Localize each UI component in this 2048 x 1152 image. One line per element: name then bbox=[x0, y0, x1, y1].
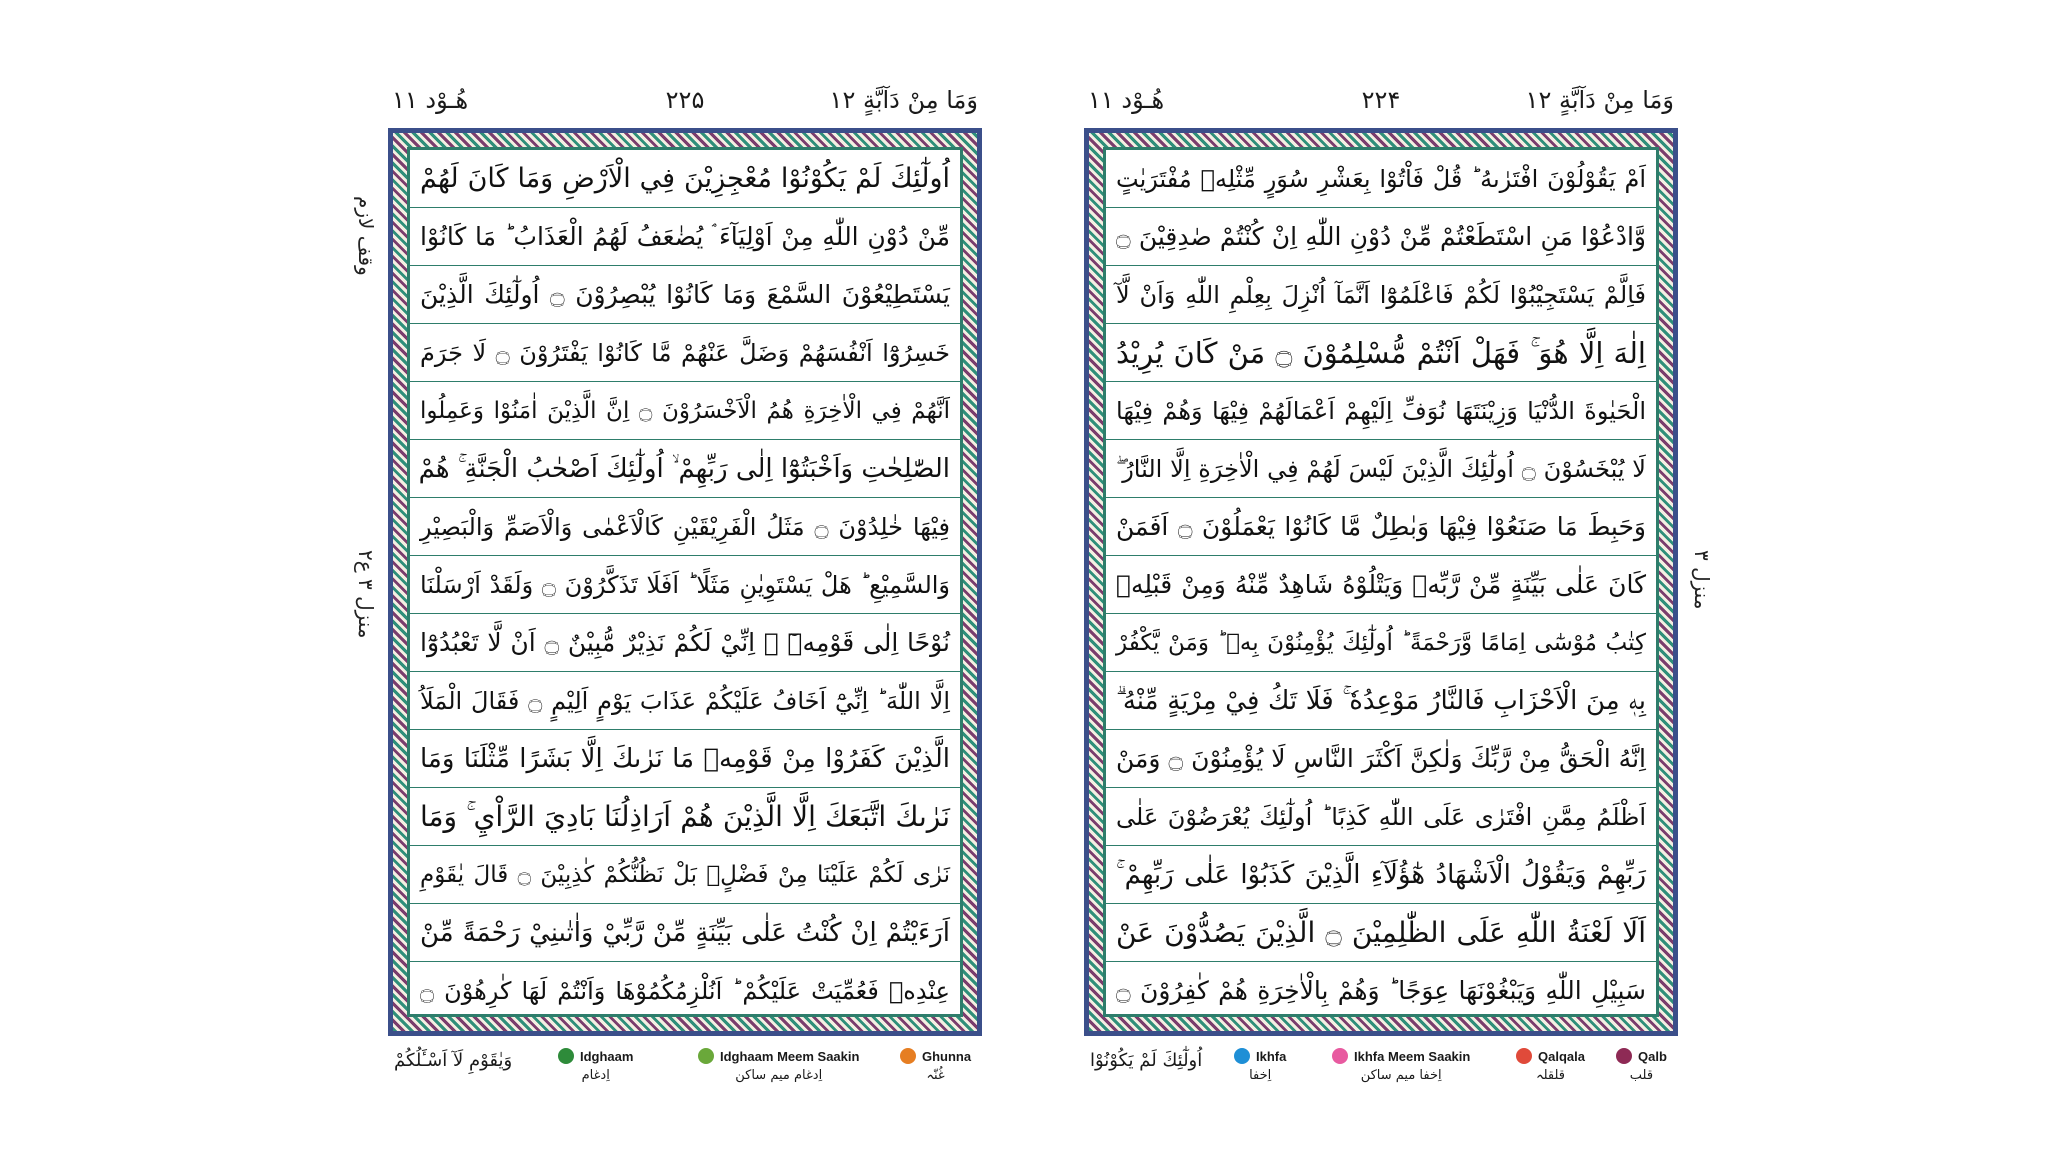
text-line: وَالسَّمِيْعِ ؕ هَلْ يَسْتَوِيٰنِ مَثَلًا ؕ اَفَلَا تَذَكَّرُوْنَ ۝ وَلَقَدْ اَرْسَلْنَا bbox=[410, 556, 960, 614]
text-line: اَرَءَيْتُمْ اِنْ كُنْتُ عَلٰى بَيِّنَةٍ مِّنْ رَّبِّيْ وَاٰتٰىنِيْ رَحْمَةً مِّنْ bbox=[410, 904, 960, 962]
text-line: اِلٰهَ اِلَّا هُوَ ۚ فَهَلْ اَنْتُمْ مُّسْلِمُوْنَ ۝ مَنْ كَانَ يُرِيْدُ bbox=[1106, 324, 1656, 382]
text-line: اَلَا لَعْنَةُ اللّٰهِ عَلَى الظّٰلِمِيْنَ ۝ الَّذِيْنَ يَصُدُّوْنَ عَنْ bbox=[1106, 904, 1656, 962]
page-number: ۲۲۴ bbox=[1361, 86, 1401, 114]
text-area bbox=[1103, 147, 1659, 1017]
color-dot-icon bbox=[1516, 1048, 1532, 1064]
text-line: رَبِّهِمْ وَيَقُوْلُ الْاَشْهَادُ هٰٓؤُلَآءِ الَّذِيْنَ كَذَبُوْا عَلٰى رَبِّهِمْ ۚ bbox=[1106, 846, 1656, 904]
tajweed-legend bbox=[388, 1048, 982, 1108]
text-line: اَمْ يَقُوْلُوْنَ افْتَرٰىهُ ؕ قُلْ فَاْتُوْا بِعَشْرِ سُوَرٍ مِّثْلِهٖ مُفْتَرَيٰتٍ bbox=[1106, 150, 1656, 208]
text-line: الصّٰلِحٰتِ وَاَخْبَتُوْٓا اِلٰى رَبِّهِمْ ۙ اُولٰٓئِكَ اَصْحٰبُ الْجَنَّةِ ۚ هُمْ bbox=[410, 440, 960, 498]
text-line: نَرٰىكَ اتَّبَعَكَ اِلَّا الَّذِيْنَ هُمْ اَرَاذِلُنَا بَادِيَ الرَّاْيِ ۚ وَمَا bbox=[410, 788, 960, 846]
tajweed-legend bbox=[1084, 1048, 1678, 1108]
quran-page-left bbox=[354, 80, 982, 1083]
quran-page-right bbox=[1084, 80, 1714, 1083]
surah-name: هُـوْد ۱۱ bbox=[392, 86, 469, 114]
text-line: بِهٖ مِنَ الْاَحْزَابِ فَالنَّارُ مَوْعِدُهٗ ۚ فَلَا تَكُ فِيْ مِرْيَةٍ مِّنْهُ ۗ bbox=[1106, 672, 1656, 730]
color-dot-icon bbox=[1332, 1048, 1348, 1064]
legend-ikhfa-meem-saakin: Ikhfa Meem Saakin اِخفا میم ساکن bbox=[1332, 1048, 1470, 1083]
color-dot-icon bbox=[1234, 1048, 1250, 1064]
text-line: نَرٰى لَكُمْ عَلَيْنَا مِنْ فَضْلٍۭ بَلْ نَظُنُّكُمْ كٰذِبِيْنَ ۝ قَالَ يٰقَوْمِ bbox=[410, 846, 960, 904]
legend-ikhfa: Ikhfa اِخفا bbox=[1234, 1048, 1286, 1083]
text-line: نُوْحًا اِلٰى قَوْمِهٖٓ ۡ اِنِّيْ لَكُمْ نَذِيْرٌ مُّبِيْنٌ ۝ اَنْ لَّا تَعْبُدُوْٓا bbox=[410, 614, 960, 672]
text-line: خَسِرُوْٓا اَنْفُسَهُمْ وَضَلَّ عَنْهُمْ مَّا كَانُوْا يَفْتَرُوْنَ ۝ لَا جَرَمَ bbox=[410, 324, 960, 382]
text-line: اِنَّهُ الْحَقُّ مِنْ رَّبِّكَ وَلٰكِنَّ اَكْثَرَ النَّاسِ لَا يُؤْمِنُوْنَ ۝ وَمَنْ bbox=[1106, 730, 1656, 788]
legend-qalb: Qalb قلب bbox=[1616, 1048, 1667, 1083]
margin-note-manzil: منزل ۳ ع۲ bbox=[354, 550, 378, 639]
text-line: فِيْهَا خٰلِدُوْنَ ۝ مَثَلُ الْفَرِيْقَيْنِ كَالْاَعْمٰى وَالْاَصَمِّ وَالْبَصِيْرِ bbox=[410, 498, 960, 556]
text-line: اَنَّهُمْ فِي الْاٰخِرَةِ هُمُ الْاَخْسَرُوْنَ ۝ اِنَّ الَّذِيْنَ اٰمَنُوْا وَعَمِلُوا bbox=[410, 382, 960, 440]
text-line: كِتٰبُ مُوْسٰٓى اِمَامًا وَّرَحْمَةً ؕ اُولٰٓئِكَ يُؤْمِنُوْنَ بِهٖ ؕ وَمَنْ يَّكْفُرْ bbox=[1106, 614, 1656, 672]
juz-name: وَمَا مِنْ دَآبَّةٍ ۱۲ bbox=[829, 86, 978, 114]
juz-name: وَمَا مِنْ دَآبَّةٍ ۱۲ bbox=[1525, 86, 1674, 114]
legend-qalqala: Qalqala قلقلہ bbox=[1516, 1048, 1585, 1083]
text-line: الْحَيٰوةَ الدُّنْيَا وَزِيْنَتَهَا نُوَفِّ اِلَيْهِمْ اَعْمَالَهُمْ فِيْهَا وَهُمْ فِيْهَا bbox=[1106, 382, 1656, 440]
margin-note-waqf: وقف لازم bbox=[354, 196, 378, 276]
surah-name: هُـوْد ۱۱ bbox=[1088, 86, 1165, 114]
text-line: اُولٰٓئِكَ لَمْ يَكُوْنُوْا مُعْجِزِيْنَ فِي الْاَرْضِ وَمَا كَانَ لَهُمْ bbox=[410, 150, 960, 208]
legend-idghaam: Idghaam اِدغام bbox=[558, 1048, 633, 1083]
text-area bbox=[407, 147, 963, 1017]
text-line: اَظْلَمُ مِمَّنِ افْتَرٰى عَلَى اللّٰهِ كَذِبًا ؕ اُولٰٓئِكَ يُعْرَضُوْنَ عَلٰى bbox=[1106, 788, 1656, 846]
text-line: اِلَّا اللّٰهَ ؕ اِنِّيْٓ اَخَافُ عَلَيْكُمْ عَذَابَ يَوْمٍ اَلِيْمٍ ۝ فَقَالَ الْمَلَاُ bbox=[410, 672, 960, 730]
color-dot-icon bbox=[900, 1048, 916, 1064]
page-header bbox=[1084, 80, 1678, 122]
text-line: وَّادْعُوْا مَنِ اسْتَطَعْتُمْ مِّنْ دُوْنِ اللّٰهِ اِنْ كُنْتُمْ صٰدِقِيْنَ ۝ bbox=[1106, 208, 1656, 266]
catchword: اُولٰٓئِكَ لَمْ يَكُوْنُوْا bbox=[1090, 1050, 1203, 1071]
text-line: الَّذِيْنَ كَفَرُوْا مِنْ قَوْمِهٖ مَا نَرٰىكَ اِلَّا بَشَرًا مِّثْلَنَا وَمَا bbox=[410, 730, 960, 788]
text-line: سَبِيْلِ اللّٰهِ وَيَبْغُوْنَهَا عِوَجًا ؕ وَهُمْ بِالْاٰخِرَةِ هُمْ كٰفِرُوْنَ ۝ bbox=[1116, 976, 1646, 1005]
color-dot-icon bbox=[698, 1048, 714, 1064]
color-dot-icon bbox=[1616, 1048, 1632, 1064]
text-line: يَسْتَطِيْعُوْنَ السَّمْعَ وَمَا كَانُوْا يُبْصِرُوْنَ ۝ اُولٰٓئِكَ الَّذِيْنَ bbox=[410, 266, 960, 324]
color-dot-icon bbox=[558, 1048, 574, 1064]
ornamental-frame bbox=[1084, 128, 1678, 1036]
text-line: فَاِلَّمْ يَسْتَجِيْبُوْا لَكُمْ فَاعْلَمُوْٓا اَنَّمَآ اُنْزِلَ بِعِلْمِ اللّٰهِ وَاَنْ لَّآ bbox=[1106, 266, 1656, 324]
legend-ghunna: Ghunna غُنّہ bbox=[900, 1048, 971, 1083]
text-line: عِنْدِهٖ فَعُمِّيَتْ عَلَيْكُمْ ؕ اَنُلْزِمُكُمُوْهَا وَاَنْتُمْ لَهَا كٰرِهُوْنَ ۝ bbox=[420, 977, 950, 1005]
catchword: وَيٰقَوْمِ لَآ اَسْـَٔلُكُمْ bbox=[394, 1050, 513, 1071]
text-line: لَا يُبْخَسُوْنَ ۝ اُولٰٓئِكَ الَّذِيْنَ لَيْسَ لَهُمْ فِي الْاٰخِرَةِ اِلَّا النَّارُ ۖ bbox=[1106, 440, 1656, 498]
ornamental-frame bbox=[388, 128, 982, 1036]
text-line: وَحَبِطَ مَا صَنَعُوْا فِيْهَا وَبٰطِلٌ مَّا كَانُوْا يَعْمَلُوْنَ ۝ اَفَمَنْ bbox=[1106, 498, 1656, 556]
page-header bbox=[388, 80, 982, 122]
text-line: مِّنْ دُوْنِ اللّٰهِ مِنْ اَوْلِيَآءَ ۘ يُضٰعَفُ لَهُمُ الْعَذَابُ ؕ مَا كَانُوْا bbox=[410, 208, 960, 266]
legend-idghaam-meem-saakin: Idghaam Meem Saakin اِدغام میم ساکن bbox=[698, 1048, 859, 1083]
page-number: ۲۲۵ bbox=[665, 86, 705, 114]
text-line: كَانَ عَلٰى بَيِّنَةٍ مِّنْ رَّبِّهٖ وَيَتْلُوْهُ شَاهِدٌ مِّنْهُ وَمِنْ قَبْلِهٖ bbox=[1106, 556, 1656, 614]
margin-note-manzil: منزل ۳ bbox=[1690, 550, 1714, 610]
